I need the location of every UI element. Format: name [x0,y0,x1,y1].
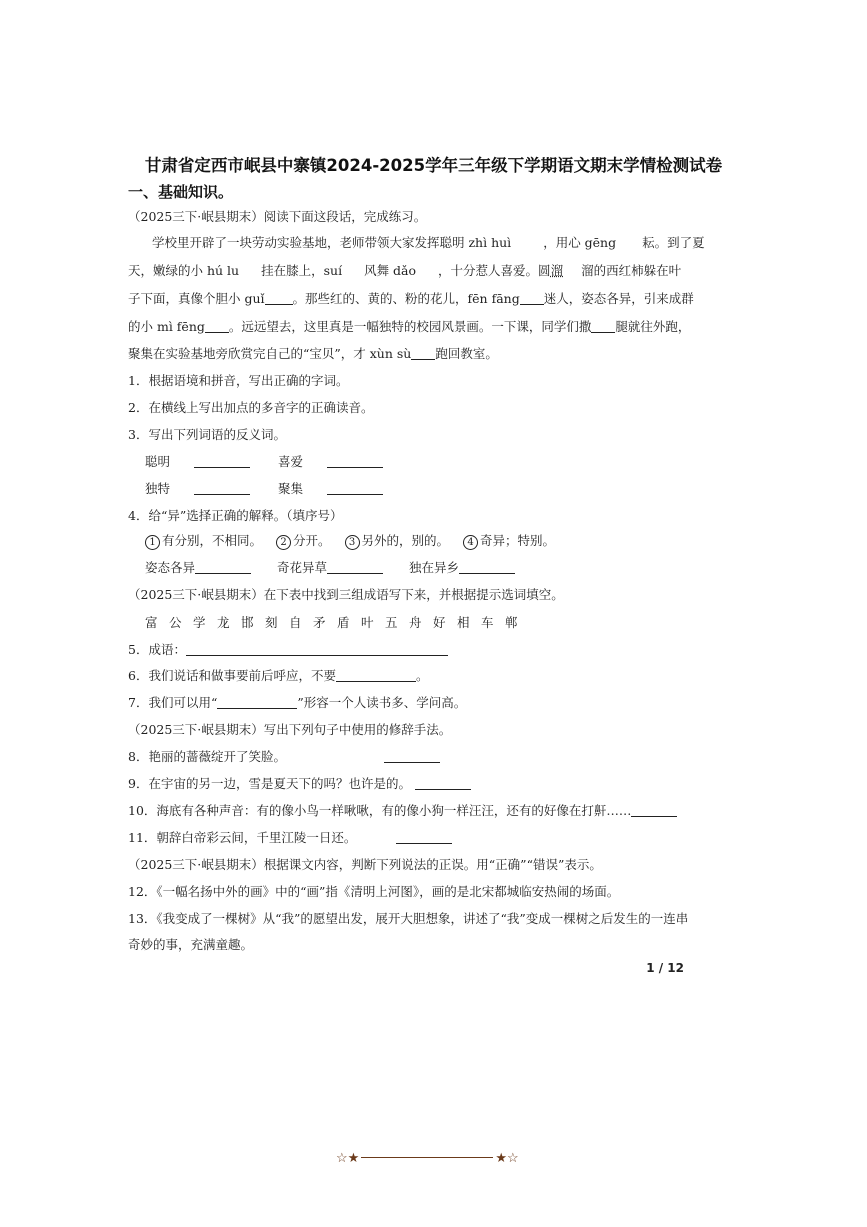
answer-blank[interactable] [631,804,677,817]
star-icon: ★☆ [495,1151,519,1166]
source-note-d: （2025三下·岷县期末）根据课文内容，判断下列说法的正误。用“正确”“错误”表示。 [128,857,602,872]
grid-char: 郸 [505,615,518,630]
grid-char: 叶 [361,615,374,630]
passage-line-3: 子下面，真像个胆小 guǐ 。那些红的、黄的、粉的花儿，fēn fāng 迷人，姿态各异，引来成群 [128,291,694,306]
grid-char: 学 [193,615,206,630]
passage-line-2: 天，嫩绿的小 hú lu 挂在膝上，suí 风舞 dǎo ，十分惹人喜爱。圆溜 溜的西红柿躲在叶 [128,263,682,278]
answer-blank[interactable] [415,777,471,790]
grid-char: 五 [385,615,398,630]
question-5: 5．成语： [128,640,448,658]
grid-char: 自 [289,615,302,630]
answer-blank[interactable] [194,482,250,495]
question-2: 2．在横线上写出加点的多音字的正确读音。 [128,400,374,415]
grid-char: 盾 [337,615,350,630]
grid-char: 矛 [313,615,326,630]
answer-blank[interactable] [459,561,515,574]
grid-char: 公 [169,615,182,630]
grid-char: 富 [145,615,158,630]
blank[interactable] [591,320,615,333]
q4-options: 1 有分别，不相同。 2 分开。 3 另外的，别的。 4 奇异；特别。 [145,531,555,550]
question-10: 10．海底有各种声音：有的像小鸟一样啾啾，有的像小狗一样汪汪，还有的好像在打鼾…… [128,801,677,819]
blank[interactable] [520,292,544,305]
star-icon: ☆★ [336,1151,360,1166]
antonym-row-1: 聪明 喜爱 [145,452,383,470]
source-note-a: （2025三下·岷县期末）阅读下面这段话，完成练习。 [128,209,427,224]
passage-line-1: 学校里开辟了一块劳动实验基地，老师带领大家发挥聪明 zhì huì ，用心 gēng 耘。到了夏 [152,235,705,250]
question-6: 6．我们说话和做事要前后呼应，不要 。 [128,668,429,683]
passage-line-5: 聚集在实验基地旁欣赏完自己的“宝贝”，才 xùn sù 跑回教室。 [128,346,498,361]
answer-blank[interactable] [195,561,251,574]
answer-blank[interactable] [217,696,297,709]
answer-blank[interactable] [327,482,383,495]
answer-blank[interactable] [327,455,383,468]
grid-char: 邯 [241,615,254,630]
answer-blank[interactable] [396,831,452,844]
blank[interactable] [411,347,435,360]
grid-char: 舟 [409,615,422,630]
question-13-line-1: 13．《我变成了一棵树》从“我”的愿望出发，展开大胆想象，讲述了“我”变成一棵树之后发生的一连串 [128,911,689,926]
page-number: 1 / 12 [646,961,684,975]
question-8: 8．艳丽的蔷薇绽开了笑脸。 [128,747,440,765]
answer-blank[interactable] [186,643,448,656]
source-note-b: （2025三下·岷县期末）在下表中找到三组成语写下来，并根据提示选词填空。 [128,587,564,602]
passage-line-4: 的小 mì fēng 。远远望去，这里真是一幅独特的校园风景画。一下课，同学们撒 腿就往外跑， [128,319,691,334]
q4-words: 姿态各异 奇花异草 独在异乡 [145,558,515,576]
answer-blank[interactable] [384,750,440,763]
grid-char: 车 [481,615,494,630]
grid-char: 相 [457,615,470,630]
question-9: 9．在宇宙的另一边，雪是夏天下的吗？也许是的。 [128,774,471,792]
answer-blank[interactable] [327,561,383,574]
doc-title: 甘肃省定西市岷县中寨镇2024-2025学年三年级下学期语文期末学情检测试卷 [144,156,723,175]
grid-char: 龙 [217,615,230,630]
question-11: 11．朝辞白帝彩云间，千里江陵一日还。 [128,828,452,846]
antonym-row-2: 独特 聚集 [145,479,383,497]
source-note-c: （2025三下·岷县期末）写出下列句子中使用的修辞手法。 [128,722,452,737]
answer-blank[interactable] [194,455,250,468]
section-heading-1: 一、基础知识。 [128,183,234,201]
question-12: 12．《一幅名扬中外的画》中的“画”指《清明上河图》，画的是北宋都城临安热闹的场面。 [128,884,620,899]
footer-ornament [336,1151,519,1166]
grid-char: 好 [433,615,446,630]
character-grid [145,613,529,631]
question-3: 3．写出下列词语的反义词。 [128,427,286,442]
blank[interactable] [205,320,229,333]
grid-char: 刻 [265,615,278,630]
answer-blank[interactable] [336,669,416,682]
question-4: 4．给“异”选择正确的解释。（填序号） [128,508,343,523]
question-13-line-2: 奇妙的事，充满童趣。 [128,937,254,952]
question-1: 1．根据语境和拼音，写出正确的字词。 [128,373,349,388]
dotted-polyphone: 溜 [550,263,564,278]
footer-divider [361,1157,493,1158]
blank[interactable] [265,292,293,305]
question-7: 7．我们可以用“ ”形容一个人读书多、学问高。 [128,695,467,710]
